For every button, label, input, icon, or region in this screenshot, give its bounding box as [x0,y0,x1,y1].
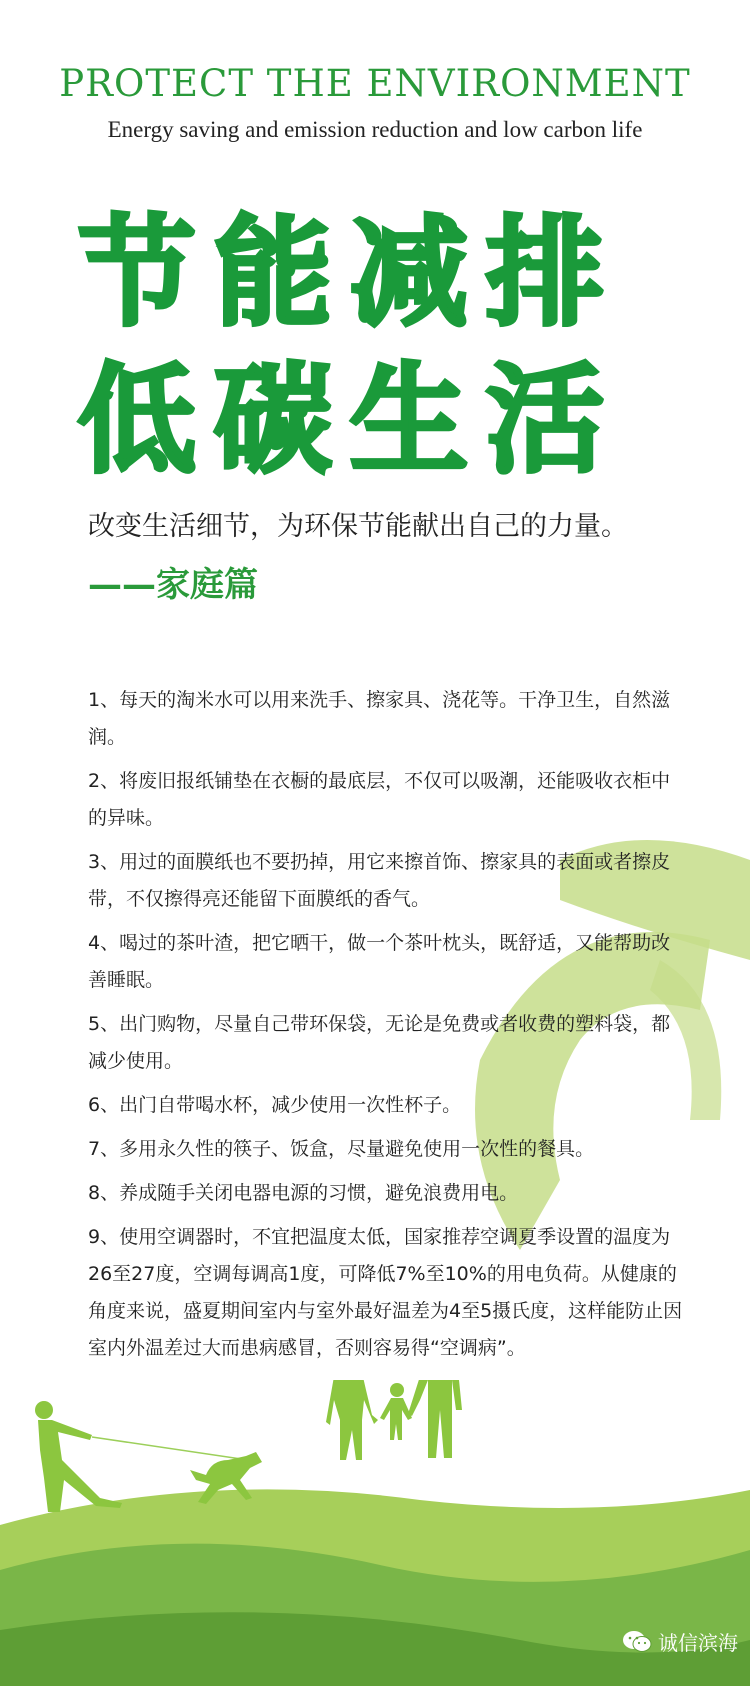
wechat-icon [622,1629,652,1655]
chinese-title-line1: 节能减排 [78,204,623,342]
tip-item: 6、出门自带喝水杯，减少使用一次性杯子。 [88,1094,462,1116]
watermark [622,1627,738,1656]
english-title: PROTECT THE ENVIRONMENT [59,62,691,105]
man-family-silhouette [408,1380,462,1458]
tip-item: 8、养成随手关闭电器电源的习惯，避免浪费用电。 [88,1182,519,1204]
watermark-text: 诚信滨海 [658,1631,738,1655]
section-heading: ——家庭篇 [88,565,258,605]
chinese-title-line2: 低碳生活 [78,351,623,489]
tip-item: 5、出门购物，尽量自己带环保袋，无论是免费或者收费的塑料袋，都减少使用。 [88,1013,671,1072]
tip-item: 2、将废旧报纸铺垫在衣橱的最底层，不仅可以吸潮，还能吸收衣柜中的异味。 [88,770,671,829]
leash [92,1437,248,1460]
man-silhouette [35,1401,122,1512]
tip-item: 3、用过的面膜纸也不要扔掉，用它来擦首饰、擦家具的表面或者擦皮带，不仅擦得亮还能留下面膜纸的香气。 [88,851,671,910]
tip-item: 1、每天的淘米水可以用来洗手、擦家具、浇花等。干净卫生，自然滋润。 [88,689,671,748]
child-silhouette [380,1383,412,1440]
tips-list [88,682,683,1374]
slogan: 改变生活细节，为环保节能献出自己的力量。 [88,511,628,542]
woman-silhouette [326,1380,378,1460]
tip-item: 7、多用永久性的筷子、饭盒，尽量避免使用一次性的餐具。 [88,1138,595,1160]
english-subtitle: Energy saving and emission reduction and low carbon life [107,117,643,142]
tip-item: 4、喝过的茶叶渣，把它晒干，做一个茶叶枕头，既舒适，又能帮助改善睡眠。 [88,932,671,991]
tip-item: 9、使用空调器时，不宜把温度太低，国家推荐空调夏季设置的温度为26至27度，空调每调高1度，可降低7%至10%的用电负荷。从健康的角度来说，盛夏期间室内与室外最好温差为4至5摄氏度，这样能防止因室内外温差过大而患病感冒，否则容易得“空调病”。 [88,1226,683,1359]
